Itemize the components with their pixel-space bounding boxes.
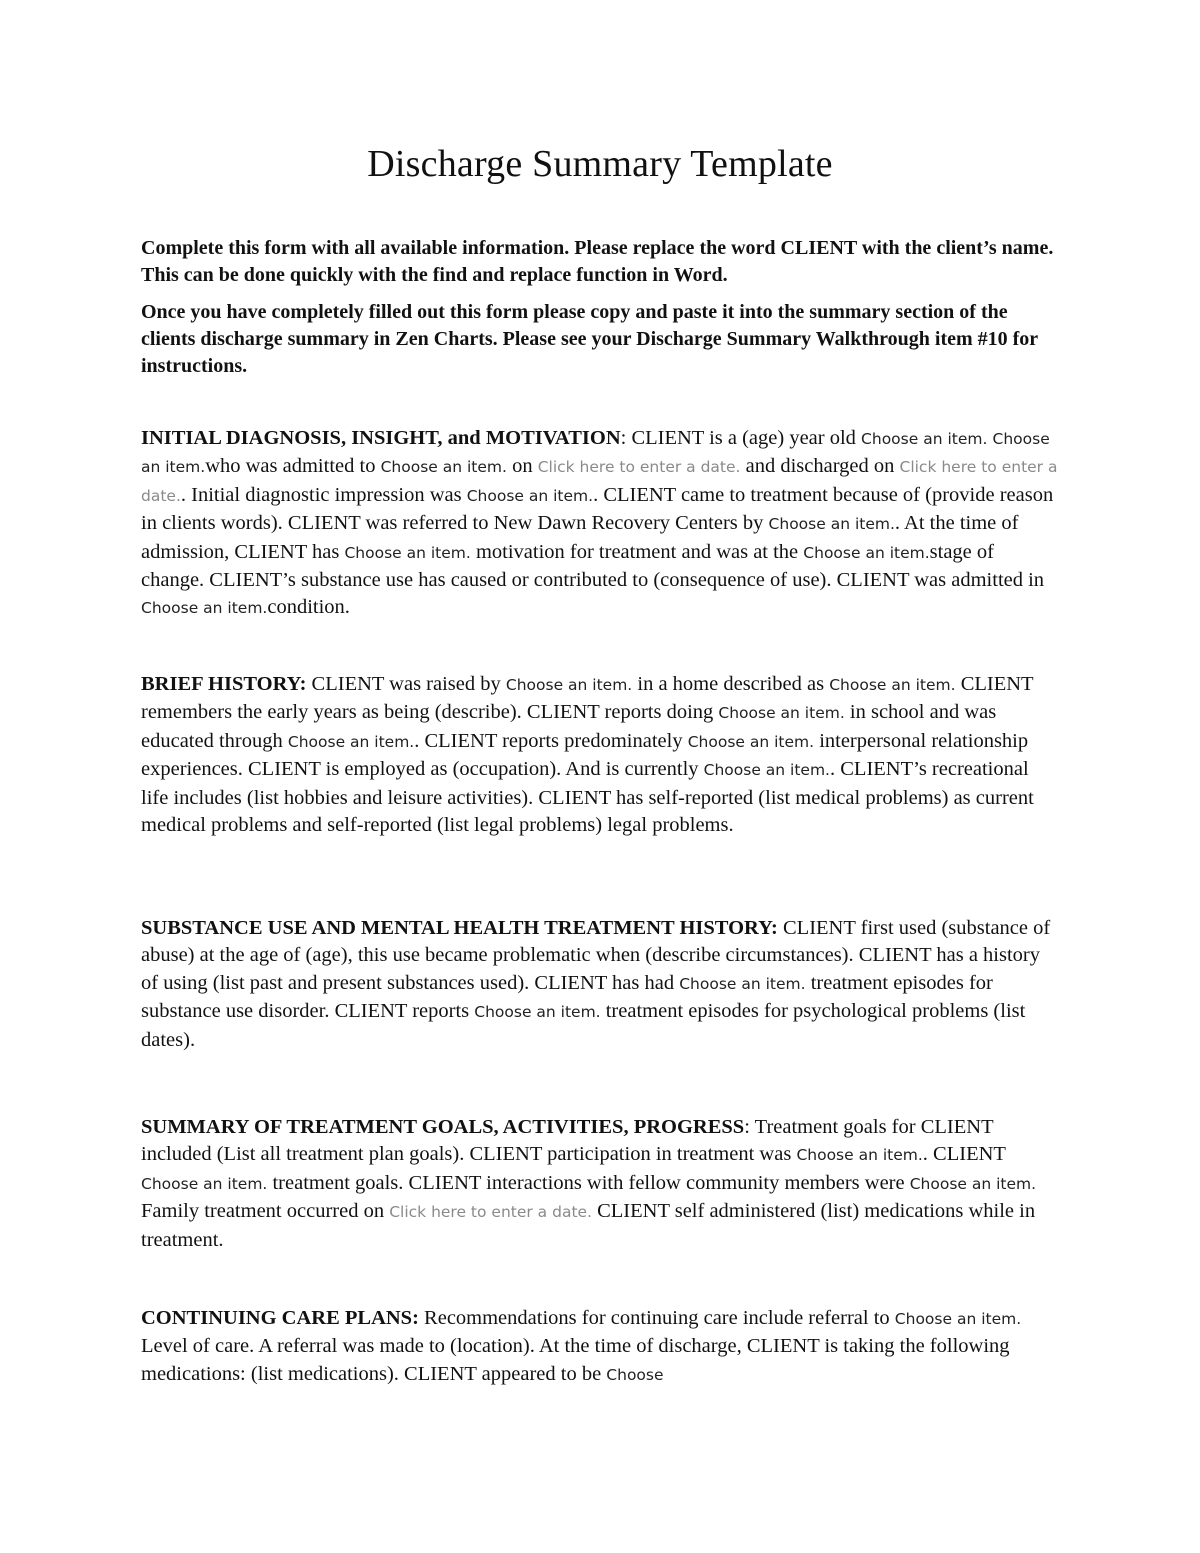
intro-instructions: Complete this form with all available information. Please replace the word CLIENT with the client’s name. This can be done quickly with the find and replace function in Word.: [141, 237, 1054, 286]
section-heading-summary: SUMMARY OF TREATMENT GOALS, ACTIVITIES, PROGRESS: [141, 1116, 745, 1138]
choose-item-dropdown[interactable]: Choose an item.: [141, 430, 1050, 477]
admission-date-picker[interactable]: Click here to enter a date.: [537, 458, 741, 477]
choose-item-dropdown[interactable]: Choose an item.: [803, 543, 930, 562]
choose-item-dropdown[interactable]: Choose an item.: [768, 515, 895, 534]
choose-item-dropdown[interactable]: Choose an item.: [287, 732, 415, 751]
section-heading-substance: SUBSTANCE USE AND MENTAL HEALTH TREATMENT HISTORY:: [141, 917, 778, 939]
section-heading-brief: BRIEF HISTORY:: [141, 673, 307, 695]
section-text: : CLIENT is a (age) year old: [620, 427, 862, 449]
choose-item-dropdown[interactable]: Choose an item.: [141, 1174, 268, 1193]
document-title: Discharge Summary Template: [367, 143, 833, 185]
section-substance-history: SUBSTANCE USE AND MENTAL HEALTH TREATMENT HISTORY: CLIENT first used (substance of abuse) at the age of (age), this use became problematic when (describe circumstances). CLIENT has a history of using (list past and present substances used). CLIENT has had Choose an item. treatment episodes for substance use disorder. CLIENT reports Choose an item. treatment episodes for psychological problems (list dates).: [141, 917, 1051, 1051]
choose-item-dropdown[interactable]: Choose an item.: [718, 704, 845, 723]
choose-item-dropdown[interactable]: Choose an item.: [687, 732, 815, 751]
choose-item-dropdown[interactable]: Choose an item.: [380, 458, 507, 477]
choose-item-dropdown-partial[interactable]: Choose: [606, 1365, 664, 1384]
choose-item-dropdown[interactable]: Choose an item.: [796, 1146, 923, 1165]
discharge-date-picker[interactable]: Click here to enter a date.: [141, 458, 1058, 505]
section-continuing-care: CONTINUING CARE PLANS: Recommendations for continuing care include referral to Choose an item. Level of care. A referral was made to (location). At the time of discharge, CLIENT is taking the following medications: (list medications). CLIENT appeared to be Choose: [141, 1307, 1022, 1385]
choose-item-dropdown[interactable]: Choose an item.: [679, 974, 806, 993]
section-brief-history: BRIEF HISTORY: CLIENT was raised by Choose an item. in a home described as Choose an item. CLIENT remembers the early years as being (describe). CLIENT reports doing Choose an item. in school and was educated through Choose an item.. CLIENT reports predominately Choose an item. interpersonal relationship experiences. CLIENT is employed as (occupation). And is currently Choose an item.. CLIENT’s recreational life includes (list hobbies and leisure activities). CLIENT has self-reported (list medical problems) as current medical problems and self-reported (list legal problems) legal problems.: [141, 673, 1034, 837]
choose-item-dropdown[interactable]: Choose an item.: [505, 676, 633, 694]
choose-item-dropdown[interactable]: Choose an item.: [466, 486, 594, 505]
choose-item-dropdown[interactable]: Choose an item.: [909, 1174, 1037, 1193]
choose-item-dropdown[interactable]: Choose an item.: [344, 543, 471, 562]
section-initial-diagnosis: INITIAL DIAGNOSIS, INSIGHT, and MOTIVATION: CLIENT is a (age) year old Choose an item. Choose an item.who was admitted to Choose an item. on Click here to enter a date. and discharged on Click here to enter a date.. Initial diagnostic impression was Choose an item.. CLIENT came to treatment because of (provide reason in clients words). CLIENT was referred to New Dawn Recovery Centers by Choose an item.. At the time of admission, CLIENT has Choose an item. motivation for treatment and was at the Choose an item.stage of change. CLIENT’s substance use has caused or contributed to (consequence of use). CLIENT was admitted in Choose an item.condition.: [141, 427, 1058, 619]
choose-item-dropdown[interactable]: Choose an item.: [141, 599, 268, 618]
choose-item-dropdown[interactable]: Choose an item.: [703, 761, 830, 780]
choose-item-dropdown[interactable]: Choose an item.: [829, 676, 956, 694]
section-treatment-summary: SUMMARY OF TREATMENT GOALS, ACTIVITIES, PROGRESS: Treatment goals for CLIENT included (List all treatment plan goals). CLIENT participation in treatment was Choose an item.. CLIENT Choose an item. treatment goals. CLIENT interactions with fellow community members were Choose an item. Family treatment occurred on Click here to enter a date. CLIENT self administered (list) medications while in treatment.: [141, 1116, 1037, 1251]
section-heading-initial: INITIAL DIAGNOSIS, INSIGHT, and MOTIVATION: [141, 427, 621, 449]
choose-item-dropdown[interactable]: Choose an item.: [894, 1310, 1022, 1328]
section-heading-continuing: CONTINUING CARE PLANS:: [141, 1307, 419, 1329]
intro-copy-instructions: Once you have completely filled out this form please copy and paste it into the summary section of the clients discharge summary in Zen Charts. Please see your Discharge Summary Walkthrough item #10 for instructions.: [141, 301, 1038, 377]
family-treatment-date-picker[interactable]: Click here to enter a date.: [389, 1203, 592, 1222]
choose-item-dropdown[interactable]: Choose an item.: [474, 1003, 601, 1022]
choose-item-dropdown[interactable]: Choose an item.: [861, 430, 988, 448]
